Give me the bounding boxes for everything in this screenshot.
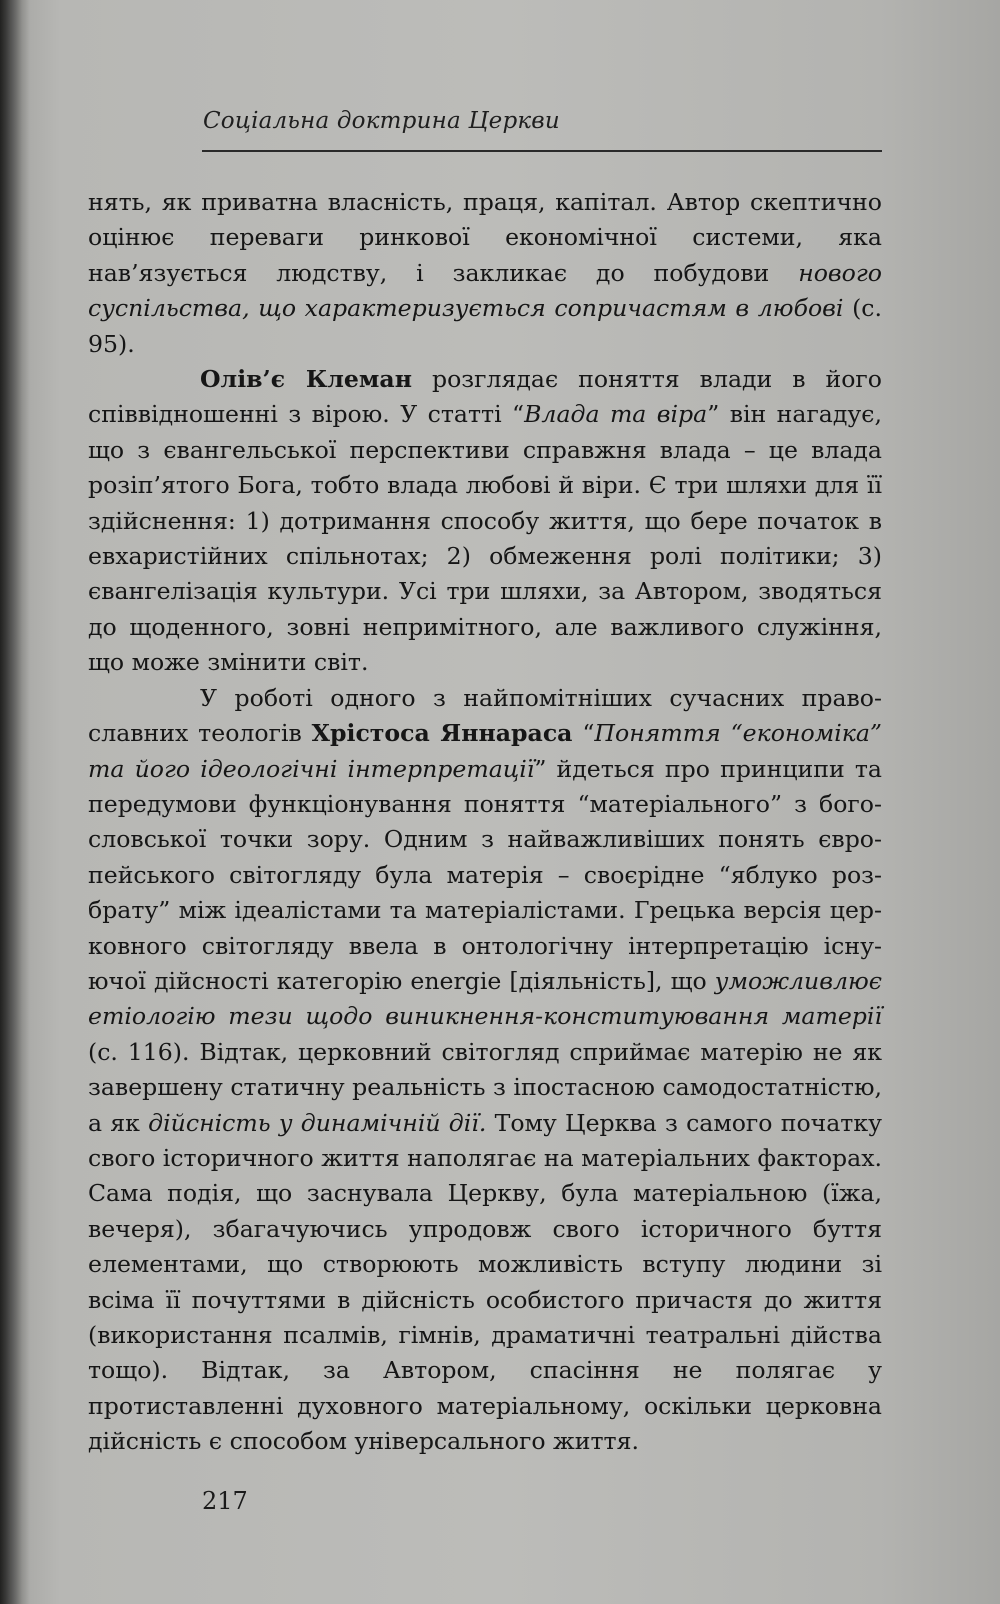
body-text [88,185,882,1460]
italic-text: Поняття “економіка” та його ідеологічні інтерпретації [88,719,882,783]
running-head: Соціальна доктрина Церкви [203,108,560,134]
text-run: (с. 116). Відтак, церковний світогляд сприймає матерію не як завершену статичну реальність з іпостасною самодостатністю, а як [88,1037,882,1137]
paragraph [88,681,882,1460]
text-run: ” йдеться про принципи та передумови функціонування поняття “матеріального” з богословської точки зору. Одним з найважливіших понять європейського світогляду була матерія – своєрідне “яблуко розбрату” між ідеалістами та матеріалістами. Грецька версія церковного світогляду ввела в онтологічну інтерпретацію існуючої дійсності категорію energie [діяльність], що [88,754,883,995]
paragraph [88,362,882,681]
text-run: “ [572,719,595,748]
bold-name: Олів’є Клеман [200,365,412,394]
header-rule [202,150,882,152]
text-run: ” він нагадує, що з євангельської перспективи справжня влада – це влада розіп’ятого Бога, тобто влада любові й віри. Є три шляхи для її здійснення: 1) дотримання способу життя, що бере початок в евхаристійних спільнотах; 2) обмеження ролі політики; 3) євангелізація культури. Усі три шляхи, за Автором, зводяться до щоденного, зовні непримітного, але важливого служіння, що може змінити світ. [88,400,882,677]
paragraph [88,185,882,362]
page-number: 217 [202,1487,248,1515]
text-run: (с. 95). [88,294,882,358]
text-run: Тому Церква з самого початку свого історичного життя наполягає на матеріальних факторах. Сама подія, що заснувала Церкву, була матеріальною (їжа, вечеря), збагачуючись упродовж свого історичного буття елементами, що створюють можливість вступу людини зі всіма її почуттями в дійсність особистого причастя до життя (використання псалмів, гімнів, драматичні театральні дійства тощо). Відтак, за Автором, спасіння не полягає у протиставленні духовного матеріальному, оскільки церковна дійсність є способом універсального життя. [88,1108,882,1456]
bold-name: Хрістоса Яннараса [311,719,573,748]
italic-text: уможливлює етіологію тези щодо виникнення-конституювання матерії [88,966,882,1031]
spine-shadow [0,0,30,1604]
text-run: розглядає поняття влади в його співвідношенні з вірою. У статті “ [88,365,882,429]
italic-text: дійсність у динамічній дії. [148,1108,487,1137]
italic-text: Влада та віра [524,400,708,429]
italic-text: нового суспільства, що характеризується сопричастям в любові [88,258,882,323]
text-run: У роботі одного з найпомітніших сучасних православних теологів [88,683,882,748]
text-run: нять, як приватна власність, праця, капітал. Автор скептично оцінює переваги ринкової економічної системи, яка нав’язується людству, і закликає до побудови [88,188,882,287]
